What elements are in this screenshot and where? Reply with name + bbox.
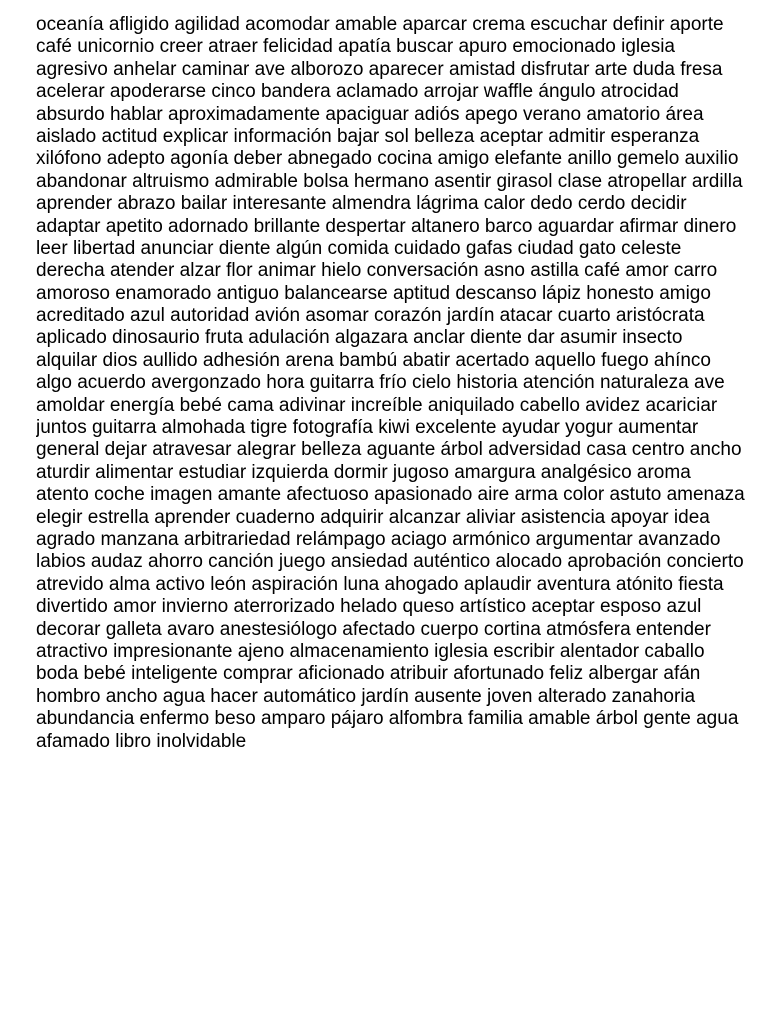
text-line: afamado libro inolvidable [36,730,247,752]
text-line: divertido amor invierno aterrorizado helado queso artístico aceptar esposo azul [36,596,702,618]
text-line: atento coche imagen amante afectuoso apasionado aire arma color astuto amenaza [36,484,745,506]
text-line: acreditado azul autoridad avión asomar corazón jardín atacar cuarto aristócrata [36,305,705,327]
text-line: aplicado dinosaurio fruta adulación algazara anclar diente dar asumir insecto [36,327,683,349]
text-line: juntos guitarra almohada tigre fotografía kiwi excelente ayudar yogur aumentar [36,417,699,439]
text-line: hombro ancho agua hacer automático jardín ausente joven alterado zanahoria [36,685,696,707]
text-line: boda bebé inteligente comprar aficionado atribuir afortunado feliz albergar afán [36,663,701,685]
text-line: abundancia enfermo beso amparo pájaro alfombra familia amable árbol gente agua [36,708,739,730]
text-line: algo acuerdo avergonzado hora guitarra frío cielo historia atención naturaleza ave [36,372,725,394]
text-line: atrevido alma activo león aspiración luna ahogado aplaudir aventura atónito fiesta [36,573,724,595]
text-line: alquilar dios aullido adhesión arena bambú abatir acertado aquello fuego ahínco [36,349,711,371]
text-line: leer libertad anunciar diente algún comida cuidado gafas ciudad gato celeste [36,237,682,259]
text-line: amoldar energía bebé cama adivinar increíble aniquilado cabello avidez acariciar [36,394,718,416]
text-line: agrado manzana arbitrariedad relámpago aciago armónico argumentar avanzado [36,528,721,550]
text-line: atractivo impresionante ajeno almacenamiento iglesia escribir alentador caballo [36,640,705,662]
text-line: absurdo hablar aproximadamente apaciguar adiós apego verano amatorio área [36,103,704,125]
text-line: agresivo anhelar caminar ave alborozo aparecer amistad disfrutar arte duda fresa [36,58,723,80]
text-line: general dejar atravesar alegrar belleza aguante árbol adversidad casa centro ancho [36,439,742,461]
text-line: decorar galleta avaro anestesiólogo afectado cuerpo cortina atmósfera entender [36,618,711,640]
text-line: adaptar apetito adornado brillante despertar altanero barco aguardar afirmar dinero [36,215,737,237]
text-line: café unicornio creer atraer felicidad apatía buscar apuro emocionado iglesia [36,36,675,58]
text-line: aturdir alimentar estudiar izquierda dormir jugoso amargura analgésico aroma [36,461,691,483]
text-line: aprender abrazo bailar interesante almendra lágrima calor dedo cerdo decidir [36,193,687,215]
text-line: abandonar altruismo admirable bolsa hermano asentir girasol clase atropellar ardilla [36,170,743,192]
text-line: acelerar apoderarse cinco bandera aclamado arrojar waffle ángulo atrocidad [36,81,679,103]
text-line: amoroso enamorado antiguo balancearse aptitud descanso lápiz honesto amigo [36,282,711,304]
text-line: labios audaz ahorro canción juego ansiedad auténtico alocado aprobación concierto [36,551,744,573]
text-line: elegir estrella aprender cuaderno adquirir alcanzar aliviar asistencia apoyar idea [36,506,710,528]
text-line: xilófono adepto agonía deber abnegado cocina amigo elefante anillo gemelo auxilio [36,148,739,170]
text-line: oceanía afligido agilidad acomodar amable aparcar crema escuchar definir aporte [36,14,724,35]
document-body [36,14,768,753]
text-line: derecha atender alzar flor animar hielo conversación asno astilla café amor carro [36,260,718,282]
text-line: aislado actitud explicar información bajar sol belleza aceptar admitir esperanza [36,125,700,147]
